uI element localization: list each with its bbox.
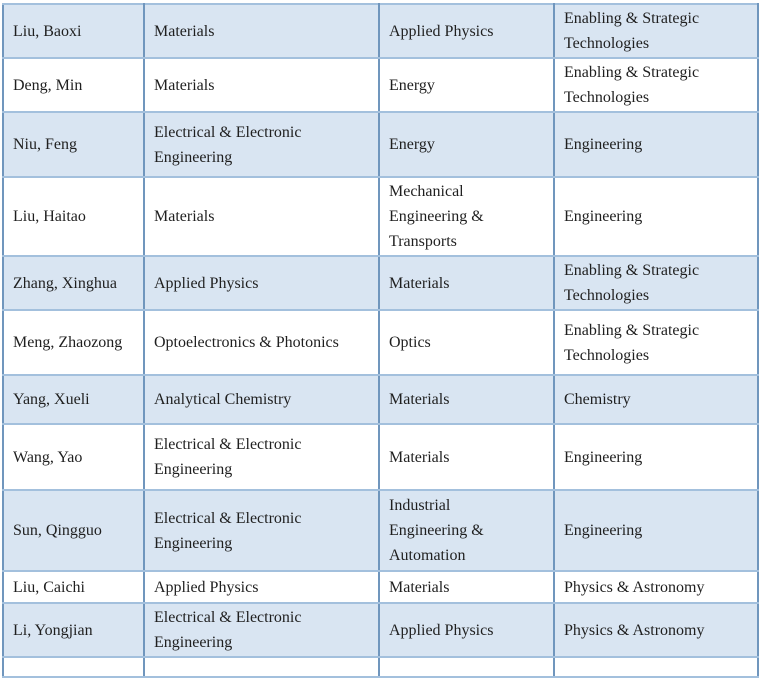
category-cell: Engineering (554, 177, 758, 256)
field-cell: Mechanical Engineering & Transports (379, 177, 554, 256)
author-name-cell: Li, Yongjian (3, 603, 144, 657)
author-name-cell: Liu, Caichi (3, 571, 144, 603)
category-cell: Enabling & Strategic Technologies (554, 310, 758, 375)
table-row (3, 424, 758, 490)
field-cell: Industrial Engineering & Automation (379, 490, 554, 571)
field-cell: Applied Physics (379, 4, 554, 58)
author-name-cell: Liu, Haitao (3, 177, 144, 256)
table-row (3, 310, 758, 375)
field-cell: Applied Physics (144, 256, 379, 310)
field-cell: Materials (379, 571, 554, 603)
table-row (3, 490, 758, 571)
authors-table-container (2, 3, 757, 678)
field-cell: Optoelectronics & Photonics (144, 310, 379, 375)
author-name-cell: Liu, Baoxi (3, 4, 144, 58)
author-name-cell: Zhang, Xinghua (3, 256, 144, 310)
authors-table (2, 3, 759, 678)
table-row-partial (3, 657, 758, 677)
author-name-cell: Niu, Feng (3, 112, 144, 177)
table-row (3, 177, 758, 256)
field-cell: Electrical & Electronic Engineering (144, 490, 379, 571)
table-row (3, 571, 758, 603)
field-cell: Analytical Chemistry (144, 375, 379, 424)
category-cell: Chemistry (554, 375, 758, 424)
author-name-cell: Wang, Yao (3, 424, 144, 490)
field-cell: Electrical & Electronic Engineering (144, 603, 379, 657)
field-cell: Materials (144, 58, 379, 112)
field-cell: Electrical & Electronic Engineering (144, 424, 379, 490)
category-cell: Engineering (554, 424, 758, 490)
table-row (3, 256, 758, 310)
field-cell: Materials (144, 177, 379, 256)
field-cell: Materials (379, 375, 554, 424)
field-cell: Materials (144, 4, 379, 58)
category-cell: Physics & Astronomy (554, 571, 758, 603)
category-cell: Physics & Astronomy (554, 603, 758, 657)
table-row (3, 58, 758, 112)
field-cell (144, 657, 379, 677)
table-row (3, 603, 758, 657)
field-cell: Applied Physics (379, 603, 554, 657)
author-name-cell: Deng, Min (3, 58, 144, 112)
author-name-cell: Meng, Zhaozong (3, 310, 144, 375)
category-cell: Enabling & Strategic Technologies (554, 58, 758, 112)
category-cell: Enabling & Strategic Technologies (554, 256, 758, 310)
category-cell: Engineering (554, 112, 758, 177)
field-cell: Materials (379, 256, 554, 310)
author-name-cell: Sun, Qingguo (3, 490, 144, 571)
author-name-cell (3, 657, 144, 677)
field-cell: Materials (379, 424, 554, 490)
table-row (3, 112, 758, 177)
field-cell: Optics (379, 310, 554, 375)
field-cell (379, 657, 554, 677)
category-cell: Engineering (554, 490, 758, 571)
category-cell: Enabling & Strategic Technologies (554, 4, 758, 58)
category-cell (554, 657, 758, 677)
field-cell: Energy (379, 112, 554, 177)
table-row (3, 4, 758, 58)
field-cell: Applied Physics (144, 571, 379, 603)
author-name-cell: Yang, Xueli (3, 375, 144, 424)
field-cell: Energy (379, 58, 554, 112)
field-cell: Electrical & Electronic Engineering (144, 112, 379, 177)
table-row (3, 375, 758, 424)
